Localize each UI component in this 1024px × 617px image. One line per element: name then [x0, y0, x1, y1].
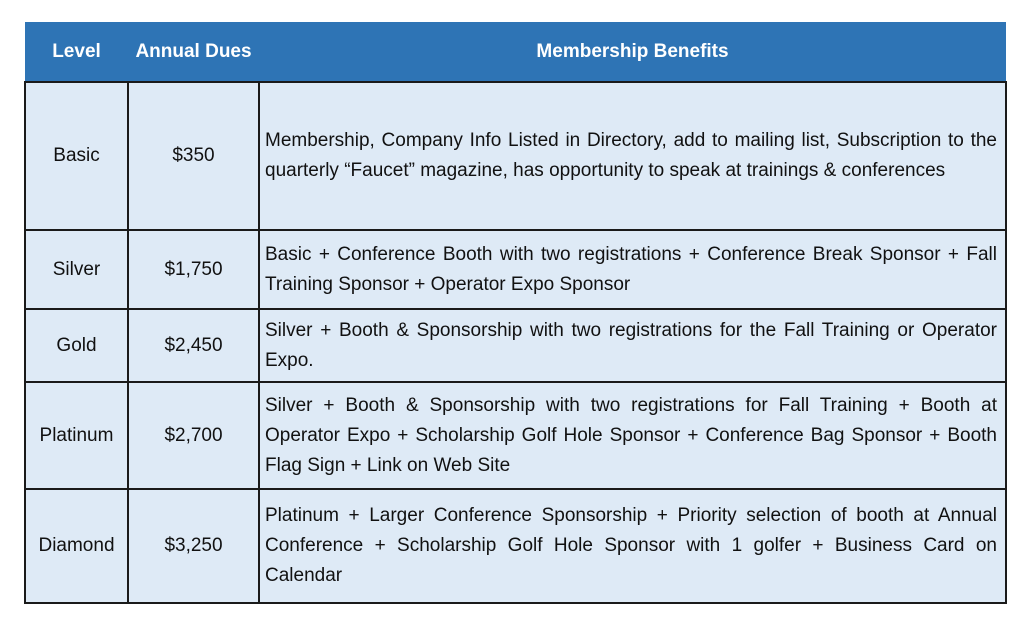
benefits-cell: Silver + Booth & Sponsorship with two registrations for Fall Training + Booth at Operator Expo + Scholarship Golf Hole Sponsor + Conference Bag Sponsor + Booth Flag Sign + Link on Web Site — [259, 382, 1006, 489]
header-level: Level — [25, 22, 128, 82]
dues-cell: $350 — [128, 82, 259, 230]
table-row — [25, 230, 1006, 309]
table-row — [25, 382, 1006, 489]
header-membership-benefits: Membership Benefits — [259, 22, 1006, 82]
level-cell: Diamond — [25, 489, 128, 603]
table-row — [25, 309, 1006, 382]
table-row — [25, 82, 1006, 230]
membership-table — [24, 22, 1007, 604]
benefits-cell: Silver + Booth & Sponsorship with two registrations for the Fall Training or Operator Expo. — [259, 309, 1006, 382]
table-row — [25, 489, 1006, 603]
level-cell: Basic — [25, 82, 128, 230]
benefits-cell: Membership, Company Info Listed in Directory, add to mailing list, Subscription to the quarterly “Faucet” magazine, has opportunity to speak at trainings & conferences — [259, 82, 1006, 230]
header-row — [25, 22, 1006, 82]
dues-cell: $1,750 — [128, 230, 259, 309]
level-cell: Platinum — [25, 382, 128, 489]
dues-cell: $2,700 — [128, 382, 259, 489]
dues-cell: $3,250 — [128, 489, 259, 603]
benefits-cell: Basic + Conference Booth with two registrations + Conference Break Sponsor + Fall Training Sponsor + Operator Expo Sponsor — [259, 230, 1006, 309]
benefits-cell: Platinum + Larger Conference Sponsorship + Priority selection of booth at Annual Conference + Scholarship Golf Hole Sponsor with 1 golfer + Business Card on Calendar — [259, 489, 1006, 603]
level-cell: Silver — [25, 230, 128, 309]
header-annual-dues: Annual Dues — [128, 22, 259, 82]
dues-cell: $2,450 — [128, 309, 259, 382]
level-cell: Gold — [25, 309, 128, 382]
